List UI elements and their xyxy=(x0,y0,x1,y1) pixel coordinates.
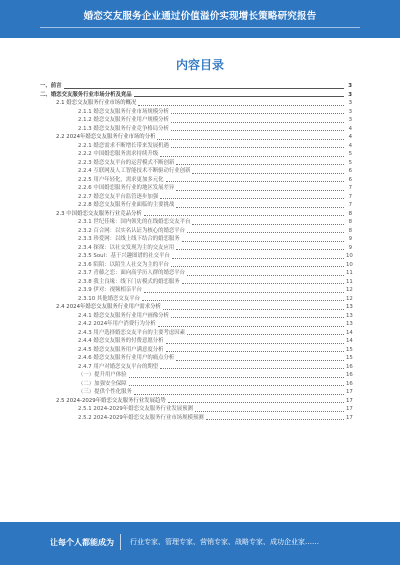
toc-entry-text: 2.4.3 用户选择婚恋交友平台的主要考虑因素 xyxy=(78,329,186,336)
toc-entry[interactable] xyxy=(40,116,352,125)
toc-entry[interactable] xyxy=(40,252,352,261)
toc-entry[interactable] xyxy=(40,380,352,389)
toc-page-number: 5 xyxy=(348,159,352,166)
toc-entry[interactable] xyxy=(40,269,352,278)
table-of-contents xyxy=(40,82,352,422)
toc-leader xyxy=(182,241,344,242)
toc-entry-text: 2.3.4 探探：以社交发现为主的交友应用 xyxy=(78,244,175,251)
toc-entry[interactable] xyxy=(40,193,352,202)
toc-leader xyxy=(129,377,344,378)
toc-leader xyxy=(176,360,344,361)
toc-page-number: 9 xyxy=(348,236,352,242)
toc-page-number: 15 xyxy=(346,355,353,361)
toc-leader xyxy=(138,105,344,106)
toc-entry-text: 2.3.3 珍爱网：以线上线下结合的婚恋服务 xyxy=(78,236,180,242)
toc-page-number: 13 xyxy=(346,321,353,327)
toc-leader xyxy=(176,190,344,191)
toc-entry[interactable] xyxy=(40,397,352,406)
toc-leader xyxy=(163,309,344,310)
toc-leader xyxy=(176,249,344,250)
toc-leader xyxy=(192,173,344,174)
toc-entry[interactable] xyxy=(40,278,352,287)
toc-entry-text: 2.4.5 婚恋交友服务用户满意度分析 xyxy=(78,346,164,353)
footer-tagline: 行业专家、管理专家、营销专家、战略专家、成功企业家…… xyxy=(130,538,319,546)
toc-leader xyxy=(144,215,344,216)
toc-entry-text: 2.1 婚恋交友服务行业市场的概况 xyxy=(56,100,137,106)
toc-entry[interactable] xyxy=(40,295,352,304)
toc-entry[interactable] xyxy=(40,159,352,168)
toc-entry-text: 2.1.3 婚恋交友服务行业竞争格局分析 xyxy=(78,125,169,132)
toc-leader xyxy=(187,275,344,276)
toc-page-number: 3 xyxy=(348,100,352,106)
toc-entry-text: 2.4.4 婚恋交友服务的付费意愿分析 xyxy=(78,338,164,344)
toc-entry[interactable] xyxy=(40,210,352,219)
toc-leader xyxy=(134,96,344,97)
toc-entry[interactable] xyxy=(40,388,352,397)
header-divider xyxy=(40,27,360,28)
toc-entry[interactable] xyxy=(40,235,352,244)
toc-entry-text: 2.2.3 婚恋交友平台的运营模式不断创新 xyxy=(78,159,175,166)
toc-leader xyxy=(142,300,344,301)
toc-page-number: 4 xyxy=(348,142,352,149)
report-footer xyxy=(0,522,400,565)
toc-leader xyxy=(182,283,344,284)
toc-leader xyxy=(64,88,344,89)
toc-entry-text: 二、婚恋交友服务行业市场分析及竞品 xyxy=(40,91,132,98)
toc-page-number: 4 xyxy=(348,134,352,140)
toc-leader xyxy=(172,258,344,259)
toc-page-number: 11 xyxy=(346,278,353,285)
toc-entry-text: 2.2.6 中国婚恋服务行业的地区发展差异 xyxy=(78,185,175,191)
toc-leader xyxy=(168,402,344,403)
toc-page-number: 17 xyxy=(346,389,353,395)
toc-page-number: 16 xyxy=(346,372,353,378)
toc-leader xyxy=(160,368,344,369)
toc-page-number: 9 xyxy=(348,244,352,251)
toc-leader xyxy=(129,385,344,386)
toc-entry-text: 2.2.8 婚恋交友服务行业面临的主要挑战 xyxy=(78,202,175,208)
toc-page-number: 12 xyxy=(346,295,353,302)
toc-page-number: 10 xyxy=(346,261,353,268)
toc-page-number: 3 xyxy=(348,117,352,123)
toc-entry[interactable] xyxy=(40,218,352,227)
toc-leader xyxy=(160,198,344,199)
toc-entry-text: 2.1.1 婚恋交友服务行业市场规模分析 xyxy=(78,108,169,115)
toc-page-number: 7 xyxy=(348,193,352,200)
toc-entry[interactable] xyxy=(40,337,352,346)
toc-page-number: 11 xyxy=(346,270,353,276)
toc-entry[interactable] xyxy=(40,244,352,253)
toc-entry-text: 2.4.6 婚恋交友服务行业用户的痛点分析 xyxy=(78,355,175,361)
toc-entry-text: 2.4.2 2024年用户消费行为分析 xyxy=(78,321,156,327)
toc-page-number: 8 xyxy=(348,227,352,234)
toc-entry[interactable] xyxy=(40,286,352,295)
toc-leader xyxy=(144,292,344,293)
toc-entry[interactable] xyxy=(40,142,352,151)
toc-leader xyxy=(166,351,344,352)
toc-page-number: 17 xyxy=(346,406,353,412)
toc-page-number: 16 xyxy=(346,380,353,387)
toc-leader xyxy=(176,164,344,165)
toc-entry[interactable] xyxy=(40,363,352,372)
toc-entry-text: 2.3 中国婚恋交友服务行业竞品分析 xyxy=(56,210,142,217)
toc-page-number: 17 xyxy=(346,414,353,421)
toc-entry-text: 2.3.7 青藤之恋：面向高学历人群的婚恋平台 xyxy=(78,270,186,276)
toc-entry[interactable] xyxy=(40,227,352,236)
toc-leader xyxy=(134,394,344,395)
toc-page-number: 3 xyxy=(348,91,352,98)
toc-entry[interactable] xyxy=(40,91,352,100)
toc-entry[interactable] xyxy=(40,329,352,338)
toc-entry-text: 2.4 2024年婚恋交友服务行业用户需求分析 xyxy=(56,304,161,310)
toc-entry[interactable] xyxy=(40,184,352,193)
toc-page-number: 14 xyxy=(346,338,353,344)
toc-entry-text: 一、前言 xyxy=(40,83,62,89)
toc-entry-text: 2.2.5 用户年轻化，需求更加多元化 xyxy=(78,176,164,183)
toc-leader xyxy=(192,224,344,225)
toc-entry-text: 2.5.1 2024-2029年婚恋交友服务行业发展预测 xyxy=(78,406,193,412)
report-header xyxy=(0,0,400,38)
toc-page-number: 6 xyxy=(348,168,352,174)
toc-entry-text: 2.2.7 婚恋交友平台监管逐步加强 xyxy=(78,193,159,200)
toc-leader xyxy=(187,232,344,233)
toc-entry[interactable] xyxy=(40,320,352,329)
toc-entry-text: 2.5 2024-2029年婚恋交友服务行业发展趋势 xyxy=(56,397,166,404)
toc-entry-text: 2.3.1 世纪佳缘：国内领先的在线婚恋交友平台 xyxy=(78,219,191,225)
toc-entry[interactable] xyxy=(40,371,352,380)
toc-entry[interactable] xyxy=(40,261,352,270)
toc-leader xyxy=(166,343,344,344)
toc-entry-text: （三）提供个性化服务 xyxy=(78,389,132,395)
toc-page-number: 13 xyxy=(346,312,353,319)
toc-page-number: 5 xyxy=(348,151,352,157)
toc-leader xyxy=(171,130,344,131)
toc-page-number: 7 xyxy=(348,202,352,208)
toc-leader xyxy=(176,207,344,208)
toc-entry[interactable] xyxy=(40,99,352,108)
toc-entry[interactable] xyxy=(40,167,352,176)
toc-page-number: 12 xyxy=(346,287,353,293)
toc-entry[interactable] xyxy=(40,125,352,134)
toc-heading: 内容目录 xyxy=(175,58,224,72)
toc-leader xyxy=(160,156,344,157)
toc-entry[interactable] xyxy=(40,176,352,185)
toc-entry-text: 2.2.1 婚恋需求不断增长带来发展机遇 xyxy=(78,142,169,149)
toc-entry[interactable] xyxy=(40,201,352,210)
toc-page-number: 3 xyxy=(348,108,352,115)
toc-entry[interactable] xyxy=(40,346,352,355)
toc-leader xyxy=(166,181,344,182)
toc-page-number: 16 xyxy=(346,363,353,370)
toc-entry-text: 2.2.4 互联网及人工智能技术不断驱动行业创新 xyxy=(78,168,191,174)
toc-entry[interactable] xyxy=(40,354,352,363)
toc-page-number: 14 xyxy=(346,329,353,336)
toc-entry[interactable] xyxy=(40,108,352,117)
toc-page-number: 8 xyxy=(348,210,352,217)
toc-page-number: 15 xyxy=(346,346,353,353)
toc-leader xyxy=(171,147,344,148)
toc-leader xyxy=(171,122,344,123)
toc-entry[interactable] xyxy=(40,133,352,142)
toc-entry-text: 2.4.1 婚恋交友服务行业用户画像分析 xyxy=(78,312,169,319)
toc-entry-text: 2.1.2 婚恋交友服务行业用户规模分析 xyxy=(78,117,169,123)
toc-entry-text: 2.2 2024年婚恋交友服务行业市场的分析 xyxy=(56,134,156,140)
toc-entry-text: 2.3.10 其他婚恋交友平台 xyxy=(78,295,140,302)
toc-leader xyxy=(195,411,344,412)
footer-slogan: 让每个人都能成为 xyxy=(50,538,114,547)
toc-entry-text: 2.4.7 用户对婚恋交友平台的期望 xyxy=(78,363,159,370)
toc-page-number: 7 xyxy=(348,185,352,191)
toc-entry-text: 2.2.2 中国婚恋服务需求持续升级 xyxy=(78,151,159,157)
toc-leader xyxy=(206,419,344,420)
toc-leader xyxy=(187,334,344,335)
toc-entry[interactable] xyxy=(40,405,352,414)
toc-entry[interactable] xyxy=(40,303,352,312)
toc-page-number: 3 xyxy=(348,83,352,89)
toc-entry-text: 2.3.8 我主良缘：线下门店模式的婚恋服务 xyxy=(78,278,180,285)
toc-leader xyxy=(157,139,344,140)
toc-entry-text: （一）提升用户体验 xyxy=(78,372,127,378)
toc-leader xyxy=(171,266,344,267)
toc-entry[interactable] xyxy=(40,414,352,423)
toc-entry-text: 2.3.6 陌陌：以陌生人社交为主的平台 xyxy=(78,261,169,268)
toc-entry-text: 2.3.2 百合网：以实名认证为核心的婚恋平台 xyxy=(78,227,186,234)
toc-entry-text: 2.5.2 2024-2029年婚恋交友服务行业市场规模预测 xyxy=(78,414,204,421)
toc-page-number: 10 xyxy=(346,253,353,259)
toc-entry[interactable] xyxy=(40,150,352,159)
toc-entry[interactable] xyxy=(40,82,352,91)
toc-page-number: 8 xyxy=(348,219,352,225)
toc-entry[interactable] xyxy=(40,312,352,321)
footer-divider xyxy=(120,534,121,550)
toc-entry-text: 2.3.9 伊对：视频相亲平台 xyxy=(78,287,142,293)
toc-page-number: 4 xyxy=(348,125,352,132)
toc-leader xyxy=(171,113,344,114)
toc-leader xyxy=(171,317,344,318)
toc-entry-text: （二）加强安全保障 xyxy=(78,380,127,387)
toc-page-number: 13 xyxy=(346,304,353,310)
toc-page-number: 17 xyxy=(346,397,353,404)
toc-page-number: 6 xyxy=(348,176,352,183)
toc-leader xyxy=(158,326,344,327)
toc-entry-text: 2.3.5 Soul：基于兴趣图谱的社交平台 xyxy=(78,253,170,259)
report-title: 婚恋交友服务企业通过价值溢价实现增长策略研究报告 xyxy=(83,11,317,22)
